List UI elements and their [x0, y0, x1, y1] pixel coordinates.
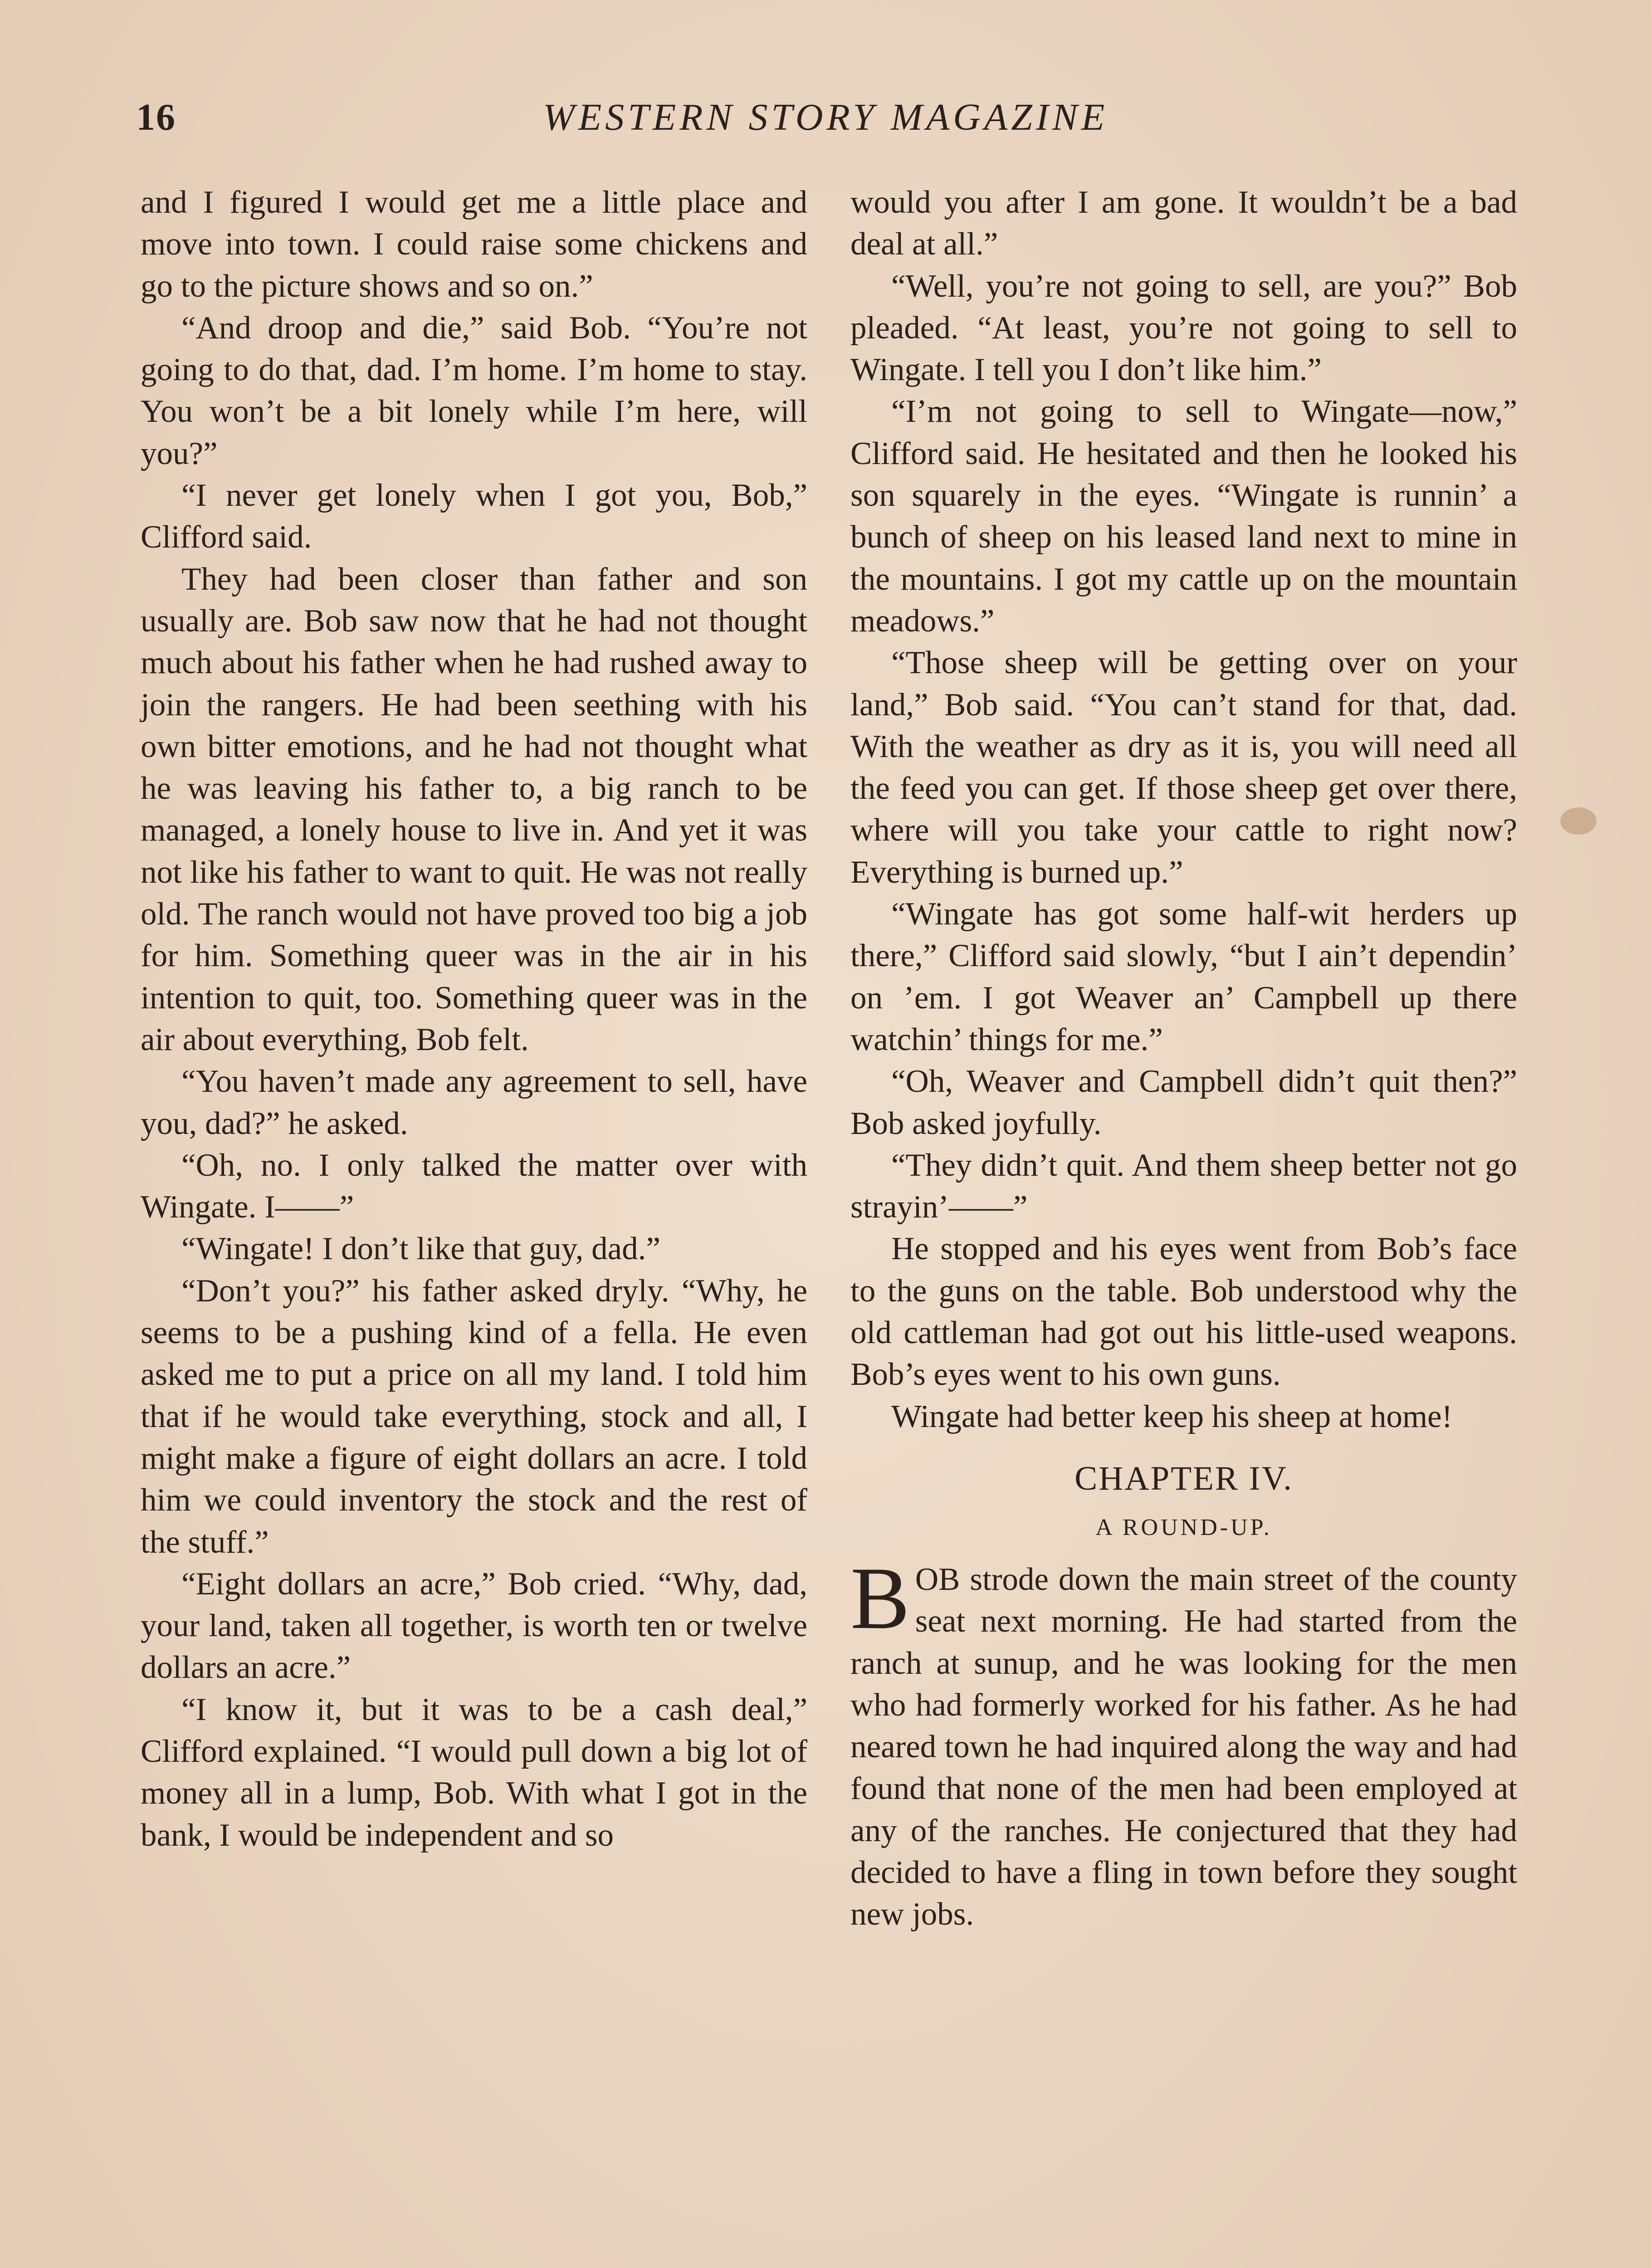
- page-header: [136, 95, 1515, 150]
- paragraph: “Wingate has got some half-wit herders up there,” Clifford said slowly, “but I ain’t dependin’ on ’em. I got Weaver an’ Campbell up there watchin’ things for me.”: [850, 896, 1517, 1057]
- paragraph: “I never get lonely when I got you, Bob,” Clifford said.: [141, 478, 807, 555]
- paragraph: and I figured I would get me a little place and move into town. I could raise some chickens and go to the picture shows and so on.”: [141, 185, 807, 304]
- right-text-column: [850, 181, 1517, 1936]
- left-text-column: [141, 181, 807, 1856]
- paragraph: He stopped and his eyes went from Bob’s face to the guns on the table. Bob understood why the old cattleman had got out his little-used weapons. Bob’s eyes went to his own guns.: [850, 1231, 1517, 1393]
- paragraph: “Oh, no. I only talked the matter over with Wingate. I——”: [141, 1147, 807, 1225]
- paragraph: Wingate had better keep his sheep at home!: [891, 1398, 1453, 1434]
- magazine-title: WESTERN STORY MAGAZINE: [542, 96, 1109, 138]
- paragraph: would you after I am gone. It wouldn’t be a bad deal at all.”: [850, 185, 1517, 262]
- paragraph: “You haven’t made any agreement to sell, have you, dad?” he asked.: [141, 1064, 807, 1141]
- paragraph: “And droop and die,” said Bob. “You’re not going to do that, dad. I’m home. I’m home to stay. You won’t be a bit lonely while I’m here, will you?”: [141, 310, 807, 471]
- paragraph: “I know it, but it was to be a cash deal,” Clifford explained. “I would pull down a big lot of money all in a lump, Bob. With what I got in the bank, I would be independent and so: [141, 1691, 807, 1853]
- chapter-subtitle: A ROUND-UP.: [1095, 1514, 1272, 1540]
- paragraph: “Those sheep will be getting over on your land,” Bob said. “You can’t stand for that, dad. With the weather as dry as it is, you will need all the feed you can get. If those sheep get over there, where will you take your cattle to right now? Everything is burned up.”: [850, 645, 1517, 890]
- paper-stain: [1560, 807, 1597, 835]
- paragraph: “They didn’t quit. And them sheep better not go strayin’——”: [850, 1147, 1517, 1225]
- paragraph: “Wingate! I don’t like that guy, dad.”: [181, 1231, 660, 1267]
- paragraph: “Don’t you?” his father asked dryly. “Why, he seems to be a pushing kind of a fella. He even asked me to put a price on all my land. I told him that if he would take everything, stock and all, I might make a figure of eight dollars an acre. I told him we could inventory the stock and the rest of the stuff.”: [141, 1273, 807, 1560]
- paragraph: “I’m not going to sell to Wingate—now,” Clifford said. He hesitated and then he looked his son squarely in the eyes. “Wingate is runnin’ a bunch of sheep on his leased land next to mine in the mountains. I got my cattle up on the mountain meadows.”: [850, 394, 1517, 639]
- paragraph: “Well, you’re not going to sell, are you?” Bob pleaded. “At least, you’re not going to sell to Wingate. I tell you I don’t like him.”: [850, 268, 1517, 388]
- right-column-paragraphs: [850, 181, 1517, 1437]
- paragraph: “Oh, Weaver and Campbell didn’t quit then?” Bob asked joyfully.: [850, 1064, 1517, 1141]
- paragraph: BOB strode down the main street of the county seat next morning. He had started from the ranch at sunup, and he was looking for the men who had formerly worked for his father. As he had neared town he had inquired along the way and had found that none of the men had been employed at any of the ranches. He conjectured that they had decided to have a fling in town before they sought new jobs.: [850, 1549, 1517, 1932]
- chapter-title: CHAPTER IV.: [1075, 1459, 1293, 1497]
- page-number: 16: [136, 96, 176, 138]
- paragraph: They had been closer than father and son usually are. Bob saw now that he had not thought much about his father when he had rushed away to join the rangers. He had been seething with his own bitter emotions, and he had not thought what he was leaving his father to, a big ranch to be managed, a lonely house to live in. And yet it was not like his father to want to quit. He was not really old. The ranch would not have proved too big a job for him. Something queer was in the air in his intention to quit, too. Something queer was in the air about everything, Bob felt.: [141, 561, 807, 1057]
- paragraph: “Eight dollars an acre,” Bob cried. “Why, dad, your land, taken all together, is worth ten or twelve dollars an acre.”: [141, 1566, 807, 1686]
- chapter-body: [850, 1549, 1517, 1936]
